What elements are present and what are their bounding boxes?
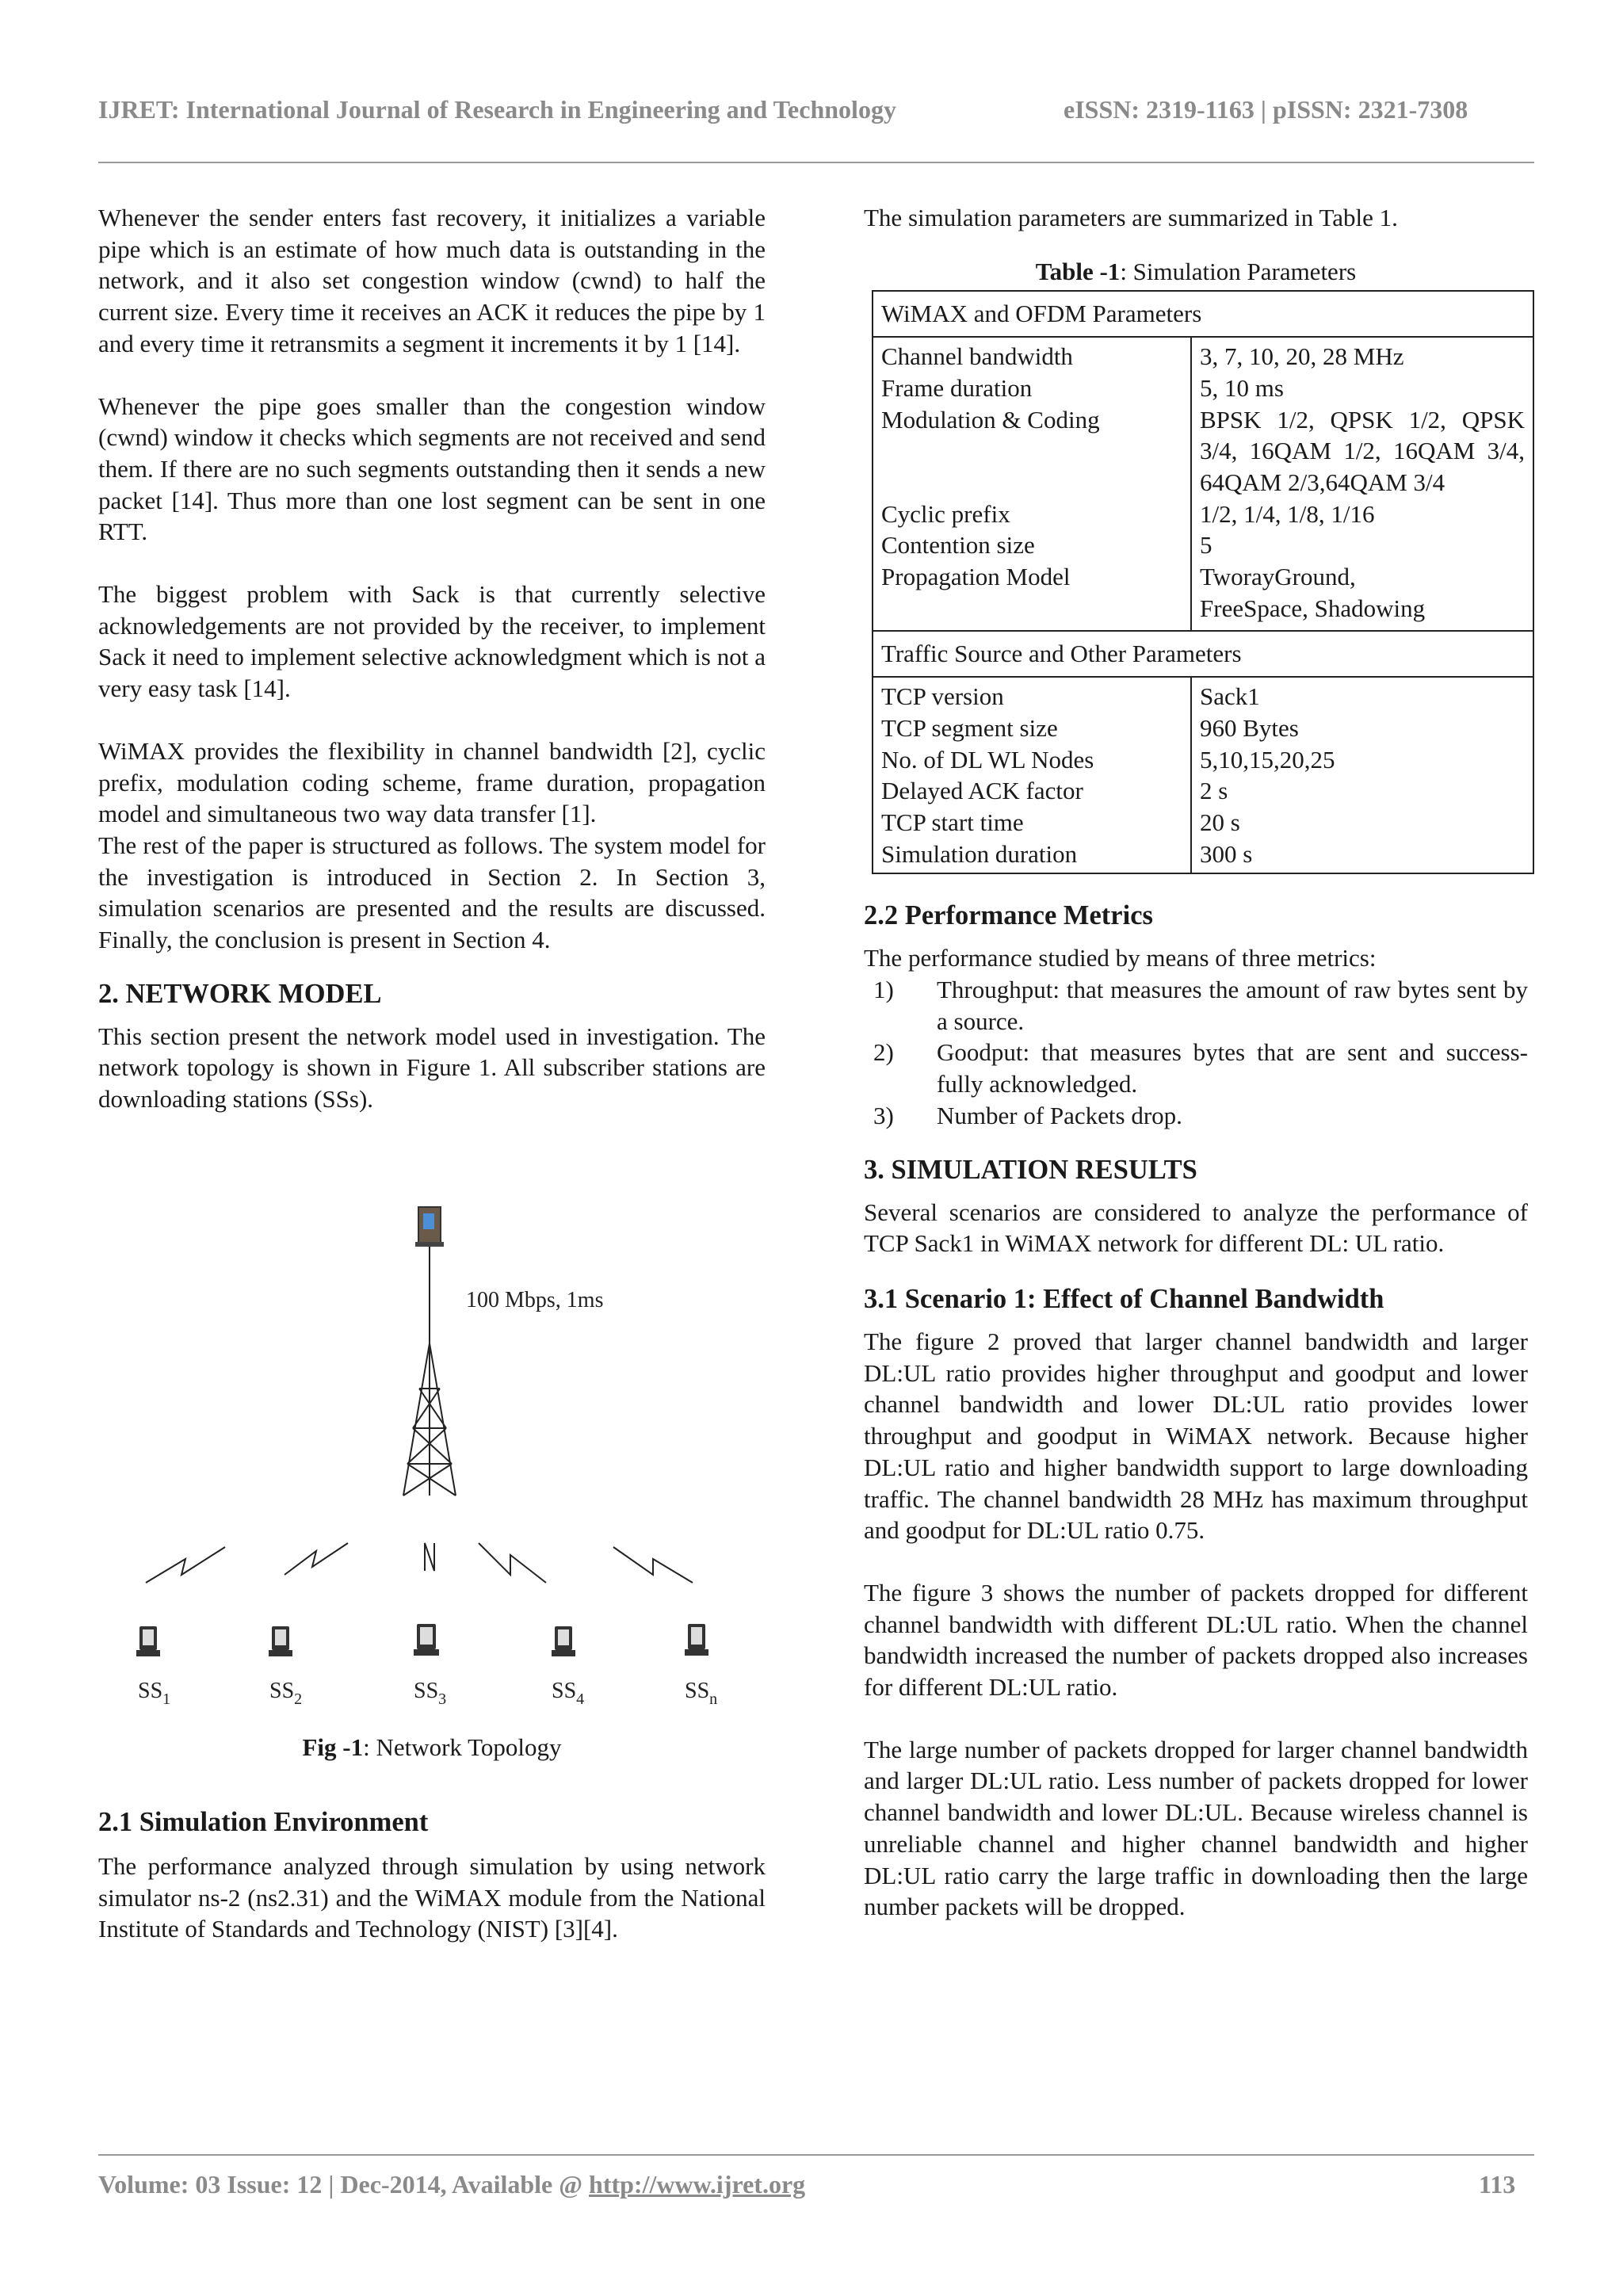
- server-icon: [415, 1207, 444, 1247]
- metric-number: 1): [873, 976, 894, 1004]
- subscriber-station-icons: [136, 1624, 708, 1656]
- link-label: 100 Mbps, 1ms: [466, 1287, 604, 1312]
- metric-number: 3): [873, 1101, 894, 1129]
- station-label-4: [552, 1679, 584, 1708]
- metric-text: Number of Packets drop.: [937, 1101, 1182, 1129]
- paragraph-scenario-1-large-drops: The large number of packets dropped for larger channel bandwidth and larger DL:UL ratio. Less number of packets dropped for lower channel bandwidth and lower DL:UL. Because wireless channel is unreliable channel and higher channel bandwidth and higher DL:UL ratio carry the large traffic in downloading then the large number packets will be dropped.: [864, 1735, 1528, 1921]
- section-title-network-model: 2. NETWORK MODEL: [98, 978, 382, 1009]
- paragraph-simulation-environment: The performance analyzed through simulation by using network simulator ns-2 (ns2.31) and the WiMAX module from the National Institute of Standards and Technology (NIST) [3][4].: [98, 1851, 766, 1943]
- footer-url-link[interactable]: http://www.ijret.org: [589, 2170, 806, 2199]
- metric-number: 2): [873, 1038, 894, 1067]
- paragraph-sack-problem: The biggest problem with Sack is that currently selective acknowledgements are not provided by the receiver, to implement Sack it need to implement selective acknowledgment which is not a very easy task [14].: [98, 580, 766, 703]
- simulation-parameters-table: [872, 290, 1534, 874]
- right-column: [864, 202, 1528, 1923]
- section-title-simulation-environment: 2.1 Simulation Environment: [98, 1806, 429, 1837]
- table-caption-text: : Simulation Parameters: [1120, 257, 1357, 285]
- station-subscript-3: 3: [438, 1690, 447, 1708]
- figure-caption-text: : Network Topology: [363, 1733, 562, 1761]
- section-title-scenario-1: 3.1 Scenario 1: Effect of Channel Bandwidth: [864, 1283, 1384, 1314]
- table-values-traffic: Sack1 960 Bytes 5,10,15,20,25 2 s 20 s 300 s: [1200, 682, 1335, 868]
- station-name-1: SS: [138, 1678, 163, 1703]
- station-subscript-1: 1: [162, 1690, 171, 1708]
- footer-volume: Volume: 03 Issue: 12 | Dec-2014, Available @: [98, 2170, 590, 2199]
- paragraph-scenario-1-throughput: The figure 2 proved that larger channel bandwidth and larger DL:UL ratio provides higher throughput and goodput and lower channel bandwidth and lower DL:UL ratio provides lower throughput and goodput in WiMAX network. Because higher DL:UL ratio and higher bandwidth support to large downloading traffic. The channel bandwidth 28 MHz has maximum throughput and goodput for DL:UL ratio 0.75.: [864, 1327, 1528, 1545]
- wireless-link-icons: [146, 1543, 693, 1583]
- station-name-2: SS: [269, 1678, 295, 1703]
- station-subscript-4: 4: [576, 1690, 585, 1708]
- left-column: [98, 202, 766, 1945]
- section-title-simulation-results: 3. SIMULATION RESULTS: [864, 1154, 1197, 1185]
- paragraph-network-model: This section present the network model used in investigation. The network topology is shown in Figure 1. All subscriber stations are downloading stations (SSs).: [98, 1022, 766, 1114]
- paragraph-table-intro: The simulation parameters are summarized in Table 1.: [864, 204, 1398, 231]
- paragraph-metrics-intro: The performance studied by means of three metrics:: [864, 944, 1377, 972]
- page-footer: [98, 2170, 1525, 2199]
- footer-rule: [98, 2154, 1534, 2156]
- issn-info: eISSN: 2319-1163 | pISSN: 2321-7308: [1064, 95, 1468, 124]
- paragraph-fast-recovery: Whenever the sender enters fast recovery, it initializes a variable pipe which is an estimate of how much data is outstanding in the network, and it also set congestion window (cwnd) to half the current size. Every time it receives an ACK it reduces the pipe by 1 and every time it retransmits a segment it increments it by 1 [14].: [98, 204, 766, 357]
- paragraph-simulation-results: Several scenarios are considered to analyze the performance of TCP Sack1 in WiMAX network for different DL: UL ratio.: [864, 1198, 1528, 1258]
- station-label-2: [269, 1679, 302, 1708]
- figure-caption-label: Fig -1: [302, 1733, 364, 1761]
- network-topology-diagram: [98, 1202, 766, 1789]
- station-name-n: SS: [685, 1678, 710, 1703]
- station-subscript-n: n: [709, 1690, 718, 1708]
- metric-item: [864, 1100, 1528, 1132]
- paragraph-scenario-1-drops: The figure 3 shows the number of packets dropped for different channel bandwidth with different DL:UL ratio. When the channel bandwidth increased the number of packets dropped also increases for different DL:UL ratio.: [864, 1578, 1528, 1702]
- metric-item: [864, 1037, 1528, 1099]
- station-label-3: [414, 1679, 446, 1708]
- table-caption: [864, 256, 1528, 288]
- table-names-traffic: TCP version TCP segment size No. of DL WL Nodes Delayed ACK factor TCP start time Simulation duration: [873, 677, 1191, 873]
- section-title-performance-metrics: 2.2 Performance Metrics: [864, 900, 1153, 931]
- page-number: 113: [1479, 2170, 1516, 2199]
- figure-caption: [98, 1732, 766, 1763]
- paragraph-pipe: Whenever the pipe goes smaller than the congestion window (cwnd) window it checks which segments are not received and send them. If there are no such segments outstanding then it sends a new packet [14]. Thus more than one lost segment can be sent in one RTT.: [98, 392, 766, 546]
- table-section-wimax: WiMAX and OFDM Parameters: [873, 291, 1533, 337]
- table-values-wimax: 3, 7, 10, 20, 28 MHz 5, 10 ms BPSK 1/2, QPSK 1/2, QPSK 3/4, 16QAM 1/2, 16QAM 3/4, 64QAM 2/3,64QAM 3/4 1/2, 1/4, 1/8, 1/16 5 TworayGround, FreeSpace, Shadowing: [1200, 342, 1525, 622]
- table-section-traffic: Traffic Source and Other Parameters: [873, 631, 1533, 677]
- station-name-3: SS: [414, 1678, 439, 1703]
- paragraph-wimax-flexibility: WiMAX provides the flexibility in channel bandwidth [2], cyclic prefix, modulation coding scheme, frame duration, propagation model and simultaneous two way data transfer [1].: [98, 736, 766, 828]
- metrics-list: [864, 974, 1528, 1132]
- metric-text: Throughput: that measures the amount of raw bytes sent by a source.: [937, 976, 1528, 1035]
- paragraph-paper-structure: The rest of the paper is structured as follows. The system model for the investigation is introduced in Section 2. In Section 3, simulation scenarios are presented and the results are discussed. Finally, the conclusion is present in Section 4.: [98, 831, 766, 954]
- station-label-1: [138, 1679, 170, 1708]
- station-name-4: SS: [552, 1678, 577, 1703]
- metric-item: [864, 974, 1528, 1037]
- base-station-tower-icon: [403, 1343, 456, 1496]
- station-label-n: [685, 1679, 717, 1708]
- journal-title: IJRET: International Journal of Research in Engineering and Technology: [98, 95, 896, 124]
- table-caption-label: Table -1: [1035, 257, 1121, 285]
- figure-network-topology: [98, 1202, 766, 1805]
- table-names-wimax: Channel bandwidth Frame duration Modulation & Coding Cyclic prefix Contention size Propagation Model: [873, 337, 1191, 631]
- station-subscript-2: 2: [294, 1690, 303, 1708]
- header-rule: [98, 162, 1534, 163]
- metric-text: Goodput: that measures bytes that are sent and success-fully acknowledged.: [937, 1038, 1528, 1098]
